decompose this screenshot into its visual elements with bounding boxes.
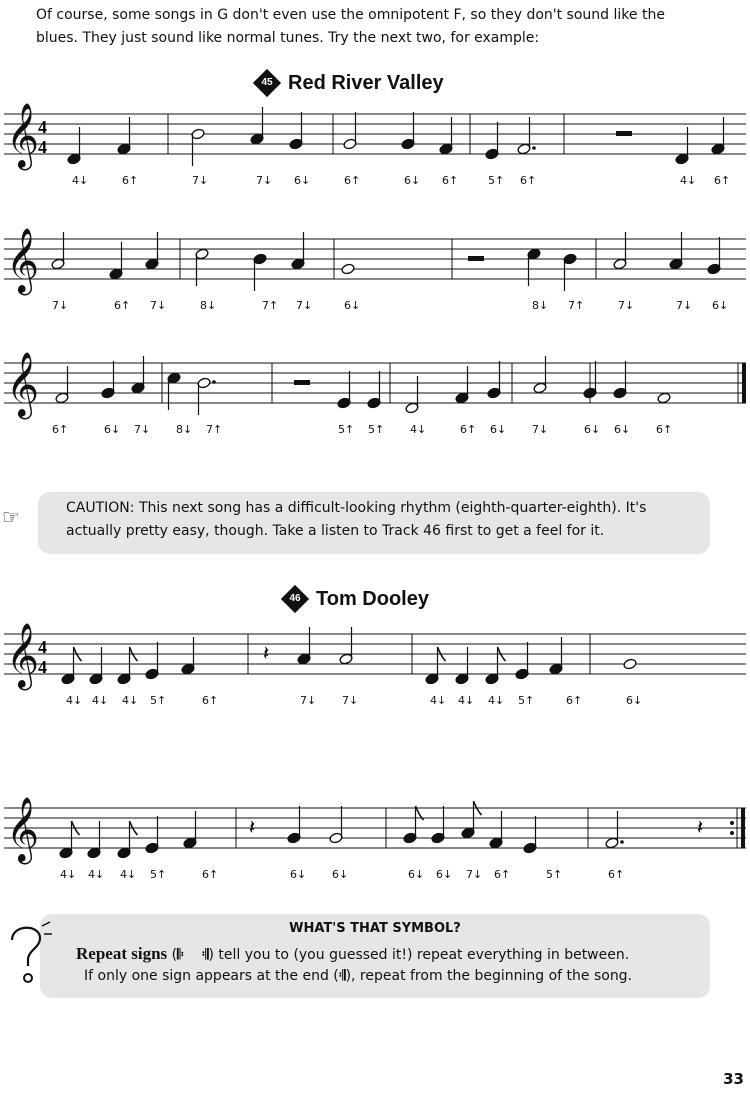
tab-number: 5↑	[150, 868, 167, 881]
song-title-tom-dooley	[282, 586, 429, 612]
tab-number: 4↓	[488, 694, 505, 707]
pointing-hand-icon: ☞	[2, 505, 20, 529]
time-sig-top: 4	[38, 117, 47, 137]
staff-system-1	[0, 103, 750, 187]
tab-number: 7↓	[342, 694, 359, 707]
tab-number: 6↓	[584, 423, 601, 436]
tab-number: 6↓	[332, 868, 349, 881]
intro-paragraph	[36, 4, 726, 50]
tab-number: 5↑	[546, 868, 563, 881]
tab-number: 6↑	[442, 174, 459, 187]
tab-number: 4↓	[88, 868, 105, 881]
tab-number: 5↑	[518, 694, 535, 707]
repeat-barline	[741, 808, 745, 848]
caution-line-1: CAUTION: This next song has a difficult-looking rhythm (eighth-quarter-eighth). It's	[66, 500, 647, 516]
tab-number: 7↓	[618, 299, 635, 312]
page-number: 33	[723, 1070, 744, 1088]
staff-system-3	[0, 352, 750, 436]
treble-clef-icon: 𝄞	[6, 228, 40, 293]
tab-number: 7↓	[256, 174, 273, 187]
tab-number: 4↓	[680, 174, 697, 187]
note-head	[341, 263, 355, 275]
time-sig-bottom: 4	[38, 657, 47, 677]
treble-clef-icon: 𝄞	[6, 103, 40, 168]
tab-number: 4↓	[60, 868, 77, 881]
repeat-start-sign: 𝄆	[177, 947, 184, 963]
tab-number: 7↓	[466, 868, 483, 881]
time-sig-top: 4	[38, 637, 47, 657]
staff-system-4	[0, 623, 750, 707]
tab-number: 7↓	[134, 423, 151, 436]
symbol-line-2-end: ), repeat from the beginning of the song.	[345, 968, 633, 984]
intro-line-2: blues. They just sound like normal tunes. Try the next two, for example:	[36, 30, 540, 46]
tab-number: 8↓	[200, 299, 217, 312]
tab-number: 5↑	[488, 174, 505, 187]
tab-number: 8↓	[532, 299, 549, 312]
tab-number: 6↑	[122, 174, 139, 187]
half-rest	[616, 131, 632, 136]
symbol-heading: WHAT'S THAT SYMBOL?	[289, 921, 461, 936]
treble-clef-icon: 𝄞	[6, 623, 40, 688]
tab-number: 7↑	[206, 423, 223, 436]
repeat-signs-term: Repeat signs	[76, 944, 168, 963]
tab-number: 6↓	[290, 868, 307, 881]
song-title-red-river-valley	[254, 70, 444, 96]
tab-number: 6↓	[712, 299, 729, 312]
tab-number: 7↓	[150, 299, 167, 312]
paren-open: (	[171, 947, 178, 963]
tab-number: 7↓	[52, 299, 69, 312]
tab-number: 4↓	[410, 423, 427, 436]
tab-number: 7↑	[568, 299, 585, 312]
tab-number: 6↑	[566, 694, 583, 707]
tab-number: 6↓	[104, 423, 121, 436]
treble-clef-icon: 𝄞	[6, 797, 40, 862]
caution-text	[66, 497, 706, 543]
tab-number: 6↑	[52, 423, 69, 436]
tab-number: 4↓	[122, 694, 139, 707]
time-sig-bottom: 4	[38, 137, 47, 157]
track-badge: 46	[282, 586, 308, 612]
intro-line-1: Of course, some songs in G don't even use the omnipotent F, so they don't sound like the	[36, 7, 665, 23]
tab-number: 6↓	[436, 868, 453, 881]
tab-number: 6↓	[344, 299, 361, 312]
tab-number: 6↑	[494, 868, 511, 881]
tab-number: 5↑	[368, 423, 385, 436]
quarter-rest: 𝄽	[263, 641, 270, 665]
symbol-line-1	[76, 944, 716, 964]
symbol-line-2-start: If only one sign appears at the end (	[84, 968, 339, 984]
tab-number: 5↑	[338, 423, 355, 436]
tab-number: 6↓	[408, 868, 425, 881]
tab-number: 6↑	[656, 423, 673, 436]
symbol-line-1-rest: ) tell you to (you guessed it!) repeat everything in between.	[208, 947, 630, 963]
tab-number: 6↓	[294, 174, 311, 187]
tab-number: 6↓	[614, 423, 631, 436]
symbol-line-2	[84, 968, 724, 984]
tab-number: 6↑	[608, 868, 625, 881]
tab-number: 6↓	[404, 174, 421, 187]
tab-number: 4↓	[120, 868, 137, 881]
staff-system-5	[0, 797, 750, 881]
tab-number: 7↓	[300, 694, 317, 707]
tab-number: 5↑	[150, 694, 167, 707]
tab-number: 6↓	[626, 694, 643, 707]
tab-number: 4↓	[92, 694, 109, 707]
tab-number: 7↓	[296, 299, 313, 312]
half-rest	[294, 380, 310, 385]
final-barline	[742, 363, 746, 403]
tab-number: 4↓	[458, 694, 475, 707]
treble-clef-icon: 𝄞	[6, 352, 40, 417]
tab-number: 6↑	[202, 694, 219, 707]
tab-number: 4↓	[430, 694, 447, 707]
half-rest	[468, 256, 484, 261]
tab-number: 7↓	[532, 423, 549, 436]
tab-number: 8↓	[176, 423, 193, 436]
tab-number: 6↑	[460, 423, 477, 436]
tab-number: 6↑	[114, 299, 131, 312]
tab-number: 4↓	[66, 694, 83, 707]
tab-number: 6↑	[202, 868, 219, 881]
note-head	[657, 392, 671, 404]
repeat-end-sign: 𝄇	[201, 947, 209, 963]
tab-number: 6↑	[520, 174, 537, 187]
quarter-rest: 𝄽	[249, 815, 256, 839]
note-head	[623, 658, 637, 670]
tab-number: 6↑	[344, 174, 361, 187]
song-title-text: Tom Dooley	[316, 587, 429, 610]
staff-system-2	[0, 228, 750, 312]
tab-number: 4↓	[72, 174, 89, 187]
song-title-text: Red River Valley	[288, 71, 444, 94]
repeat-end-sign-2: 𝄇	[338, 968, 346, 984]
tab-number: 6↑	[714, 174, 731, 187]
tab-number: 7↓	[676, 299, 693, 312]
tab-number: 7↓	[192, 174, 209, 187]
track-badge: 45	[254, 70, 280, 96]
caution-line-2: actually pretty easy, though. Take a listen to Track 46 first to get a feel for it.	[66, 523, 605, 539]
tab-number: 6↓	[490, 423, 507, 436]
quarter-rest: 𝄽	[697, 815, 704, 839]
tab-number: 7↑	[262, 299, 279, 312]
